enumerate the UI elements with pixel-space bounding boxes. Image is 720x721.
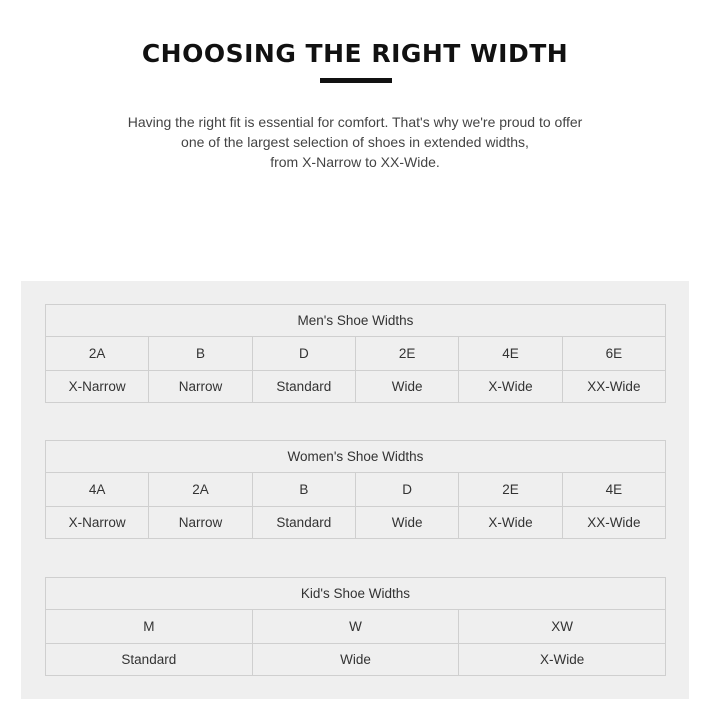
width-name-cell: XX-Wide	[562, 371, 665, 403]
width-name-cell: XX-Wide	[562, 507, 665, 539]
size-code-cell: 2E	[459, 473, 562, 507]
table-caption-row	[46, 441, 666, 473]
table-caption-row	[46, 578, 666, 610]
womens-width-table	[45, 440, 666, 539]
width-name-row	[46, 507, 666, 539]
kids-width-table	[45, 577, 666, 676]
intro-line: one of the largest selection of shoes in extended widths,	[181, 134, 529, 150]
intro-line: Having the right fit is essential for comfort. That's why we're proud to offer	[127, 114, 583, 130]
width-name-cell: Narrow	[149, 371, 252, 403]
width-name-cell: X-Wide	[459, 371, 562, 403]
size-code-cell: B	[149, 337, 252, 371]
mens-table-caption: Men's Shoe Widths	[46, 305, 666, 337]
width-name-cell: Standard	[252, 507, 355, 539]
size-code-cell: 6E	[562, 337, 665, 371]
size-code-row	[46, 337, 666, 371]
intro-paragraph	[60, 112, 650, 172]
width-charts-panel	[21, 281, 689, 699]
width-name-cell: X-Narrow	[46, 507, 149, 539]
size-code-row	[46, 610, 666, 644]
title-underline-divider	[320, 78, 392, 83]
width-name-cell: Wide	[355, 507, 458, 539]
size-code-cell: 2E	[355, 337, 458, 371]
size-code-cell: W	[252, 610, 459, 644]
mens-width-table	[45, 304, 666, 403]
width-name-cell: Standard	[252, 371, 355, 403]
size-code-cell: XW	[459, 610, 666, 644]
table-caption-row	[46, 305, 666, 337]
width-name-cell: Narrow	[149, 507, 252, 539]
width-name-cell: Standard	[46, 644, 253, 676]
width-name-row	[46, 371, 666, 403]
size-code-cell: 2A	[149, 473, 252, 507]
width-name-cell: Wide	[252, 644, 459, 676]
size-code-cell: 4E	[562, 473, 665, 507]
size-code-cell: B	[252, 473, 355, 507]
size-code-row	[46, 473, 666, 507]
page-title: CHOOSING THE RIGHT WIDTH	[141, 38, 569, 68]
size-code-cell: 2A	[46, 337, 149, 371]
width-name-cell: X-Wide	[459, 507, 562, 539]
size-code-cell: D	[355, 473, 458, 507]
size-code-cell: D	[252, 337, 355, 371]
size-code-cell: 4A	[46, 473, 149, 507]
size-code-cell: 4E	[459, 337, 562, 371]
size-code-cell: M	[46, 610, 253, 644]
kids-table-caption: Kid's Shoe Widths	[46, 578, 666, 610]
womens-table-caption: Women's Shoe Widths	[46, 441, 666, 473]
width-name-cell: X-Wide	[459, 644, 666, 676]
intro-line: from X-Narrow to XX-Wide.	[270, 154, 440, 170]
width-name-row	[46, 644, 666, 676]
width-name-cell: Wide	[355, 371, 458, 403]
width-name-cell: X-Narrow	[46, 371, 149, 403]
